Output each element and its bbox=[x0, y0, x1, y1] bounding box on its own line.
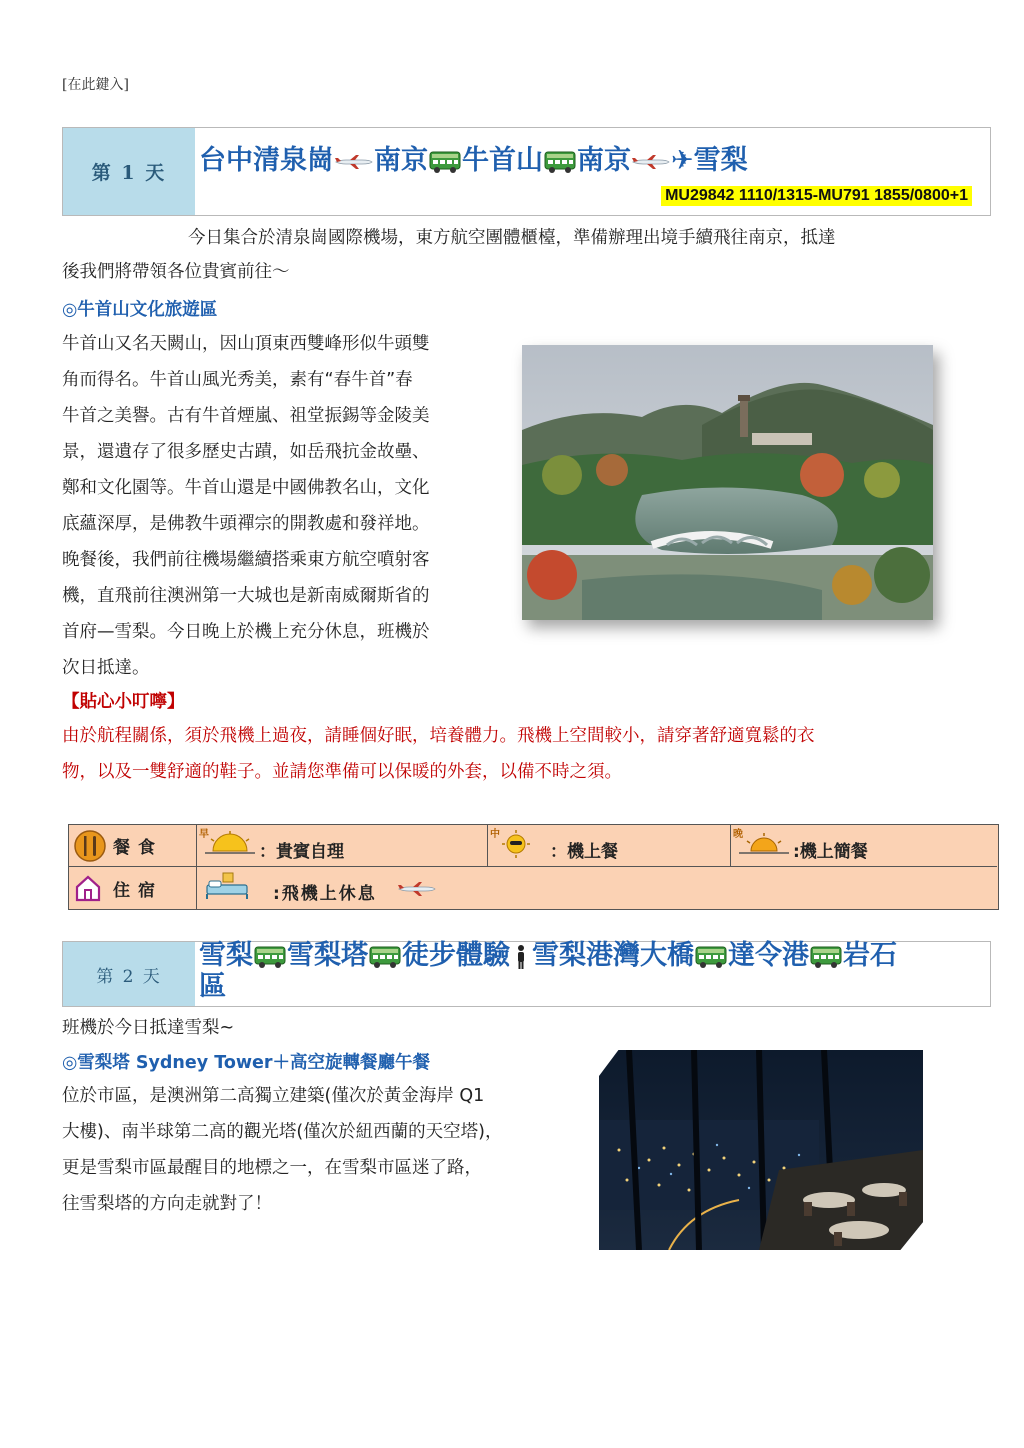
bus-icon bbox=[810, 945, 842, 969]
sunrise-icon bbox=[203, 831, 257, 857]
stay-cell bbox=[197, 867, 997, 909]
travel-tip-text bbox=[62, 718, 815, 790]
day1-intro-line1: 今日集合於清泉崗國際機場，東方航空團體櫃檯，準備辦理出境手續飛往南京，抵達 bbox=[188, 228, 836, 248]
stay-text: :飛機上休息 bbox=[273, 884, 377, 904]
bus-icon bbox=[254, 945, 286, 969]
route-stop: 達令港 bbox=[728, 940, 809, 971]
route-stop: 徒步體驗 bbox=[402, 940, 510, 971]
text-line: 大樓)、南半球第二高的觀光塔(僅次於紐西蘭的天空塔)， bbox=[62, 1122, 503, 1142]
breakfast-text: ：貴賓自理 bbox=[259, 842, 344, 862]
route-stop: 台中清泉崗 bbox=[199, 145, 334, 176]
day1-attraction-heading: ◎牛首山文化旅遊區 bbox=[62, 300, 218, 320]
day2-attraction-heading: ◎雪梨塔 Sydney Tower＋高空旋轉餐廳午餐 bbox=[62, 1053, 431, 1073]
text-line: 位於市區，是澳洲第二高獨立建築(僅次於黃金海岸 Q1 bbox=[62, 1086, 485, 1106]
text-line: 首府—雪梨。今日晚上於機上充分休息，班機於 bbox=[62, 622, 430, 642]
breakfast-cell bbox=[197, 825, 488, 867]
route-stop-continued: 區 bbox=[199, 971, 226, 1002]
bus-icon bbox=[695, 945, 727, 969]
dinner-cell bbox=[731, 825, 997, 867]
text-line: 底蘊深厚，是佛教牛頭禪宗的開教處和發祥地。 bbox=[62, 514, 430, 534]
day2-route-title bbox=[199, 940, 897, 1002]
cutlery-icon bbox=[73, 829, 107, 863]
text-line: 角而得名。牛首山風光秀美，素有“春牛首”春 bbox=[62, 370, 413, 390]
text-line: 牛首之美譽。古有牛首煙嵐、祖堂振錫等金陵美 bbox=[62, 406, 430, 426]
text-line: 景，還遺存了很多歷史古蹟，如岳飛抗金故壘、 bbox=[62, 442, 430, 462]
stay-label: 住宿 bbox=[113, 880, 163, 901]
day2-label: 第 2 天 bbox=[63, 942, 196, 1006]
route-stop: 牛首山 bbox=[462, 145, 543, 176]
dinner-tag: 晚 bbox=[733, 829, 743, 840]
house-icon bbox=[73, 873, 103, 903]
lunch-tag: 中 bbox=[490, 829, 500, 840]
bus-icon bbox=[369, 945, 401, 969]
day2-attraction-description bbox=[62, 1078, 567, 1222]
route-stop: ✈雪梨 bbox=[671, 145, 748, 176]
meal-accommodation-table bbox=[68, 824, 999, 910]
day2-header bbox=[62, 941, 991, 1007]
text-line: 次日抵達。 bbox=[62, 658, 150, 678]
route-stop: 雪梨港灣大橋 bbox=[532, 940, 694, 971]
sun-icon bbox=[500, 829, 532, 859]
hotel-bed-icon bbox=[203, 871, 253, 901]
text-line: 機，直飛前往澳洲第一大城也是新南威爾斯省的 bbox=[62, 586, 430, 606]
meal-label: 餐食 bbox=[113, 838, 163, 858]
text-line: 由於航程關係，須於飛機上過夜，請睡個好眠，培養體力。飛機上空間較小，請穿著舒適寬鬆的衣 bbox=[62, 726, 815, 746]
dinner-text: :機上簡餐 bbox=[793, 842, 868, 862]
sydney-tower-restaurant-photo bbox=[599, 1050, 923, 1250]
route-stop: 南京 bbox=[577, 145, 631, 176]
airplane-icon bbox=[397, 881, 437, 897]
meal-row-label bbox=[69, 825, 197, 867]
text-line: 晚餐後，我們前往機場繼續搭乘東方航空噴射客 bbox=[62, 550, 430, 570]
lunch-cell bbox=[488, 825, 731, 867]
header-placeholder-text: [在此鍵入] bbox=[62, 77, 129, 93]
day1-label: 第 1 天 bbox=[63, 128, 196, 215]
text-line: 牛首山又名天闕山，因山頂東西雙峰形似牛頭雙 bbox=[62, 334, 430, 354]
niushou-mountain-photo bbox=[522, 345, 933, 620]
text-line: 往雪梨塔的方向走就對了！ bbox=[62, 1194, 272, 1214]
airplane-icon bbox=[334, 154, 374, 170]
day1-attraction-description bbox=[62, 326, 502, 686]
route-stop: 雪梨塔 bbox=[287, 940, 368, 971]
bus-icon bbox=[429, 150, 461, 174]
walking-person-icon bbox=[514, 944, 528, 970]
stay-row-label bbox=[69, 867, 197, 909]
travel-tip-heading: 【貼心小叮嚀】 bbox=[62, 692, 185, 712]
day1-route-title bbox=[199, 138, 748, 177]
text-line: 鄭和文化園等。牛首山還是中國佛教名山，文化 bbox=[62, 478, 430, 498]
bus-icon bbox=[544, 150, 576, 174]
route-stop: 南京 bbox=[374, 145, 428, 176]
day2-intro: 班機於今日抵達雪梨~ bbox=[62, 1018, 235, 1038]
text-line: 更是雪梨市區最醒目的地標之一，在雪梨市區迷了路， bbox=[62, 1158, 482, 1178]
route-stop: 岩石 bbox=[843, 940, 897, 971]
route-stop: 雪梨 bbox=[199, 940, 253, 971]
flight-code: MU29842 1110/1315-MU791 1855/0800+1 bbox=[661, 186, 972, 206]
sydney-tower-photo-frame bbox=[586, 1038, 936, 1262]
text-line: 物，以及一雙舒適的鞋子。並請您準備可以保暖的外套，以備不時之須。 bbox=[62, 762, 622, 782]
lunch-text: ：機上餐 bbox=[550, 842, 618, 862]
airplane-icon bbox=[631, 154, 671, 170]
day1-header bbox=[62, 127, 991, 216]
day1-intro-line2: 後我們將帶領各位貴賓前往～ bbox=[62, 262, 290, 282]
breakfast-tag: 早 bbox=[199, 829, 209, 840]
sunset-icon bbox=[737, 831, 791, 857]
